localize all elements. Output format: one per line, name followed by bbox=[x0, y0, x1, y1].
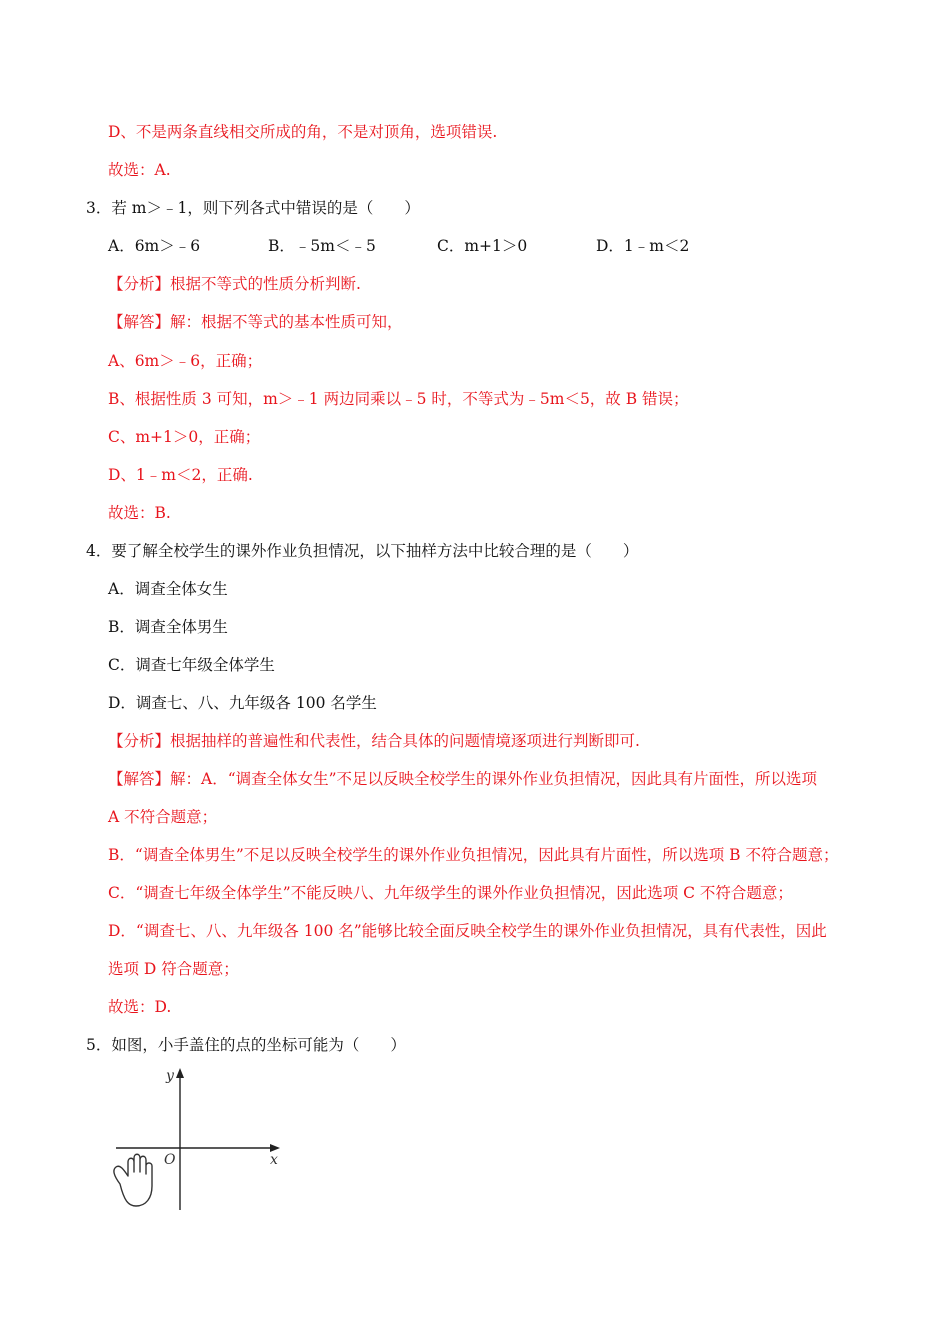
q4-answer-1b: A 不符合题意； bbox=[108, 808, 218, 826]
x-axis-arrow bbox=[270, 1144, 280, 1152]
q3-answer-d: D、1﹣m＜2，正确. bbox=[108, 466, 253, 484]
q3-answer-a: A、6m＞﹣6，正确； bbox=[108, 352, 263, 370]
q3-option-b: B．﹣5m＜﹣5 bbox=[268, 237, 376, 255]
q3-answer: 【解答】解：根据不等式的基本性质可知， bbox=[108, 313, 403, 331]
q4-option-c: C．调查七年级全体学生 bbox=[108, 656, 275, 674]
q3-analysis: 【分析】根据不等式的性质分析判断. bbox=[108, 275, 361, 293]
x-axis-label: x bbox=[270, 1152, 278, 1168]
line-q2-choose: 故选：A. bbox=[108, 161, 171, 179]
q3-option-a: A．6m＞﹣6 bbox=[108, 237, 201, 255]
q4-choose: 故选：D. bbox=[108, 998, 172, 1016]
q4-answer-4: D．“调查七、八、九年级各 100 名”能够比较全面反映全校学生的课外作业负担情况，具有代表性，因此 bbox=[108, 922, 827, 940]
q3-option-c: C．m+1＞0 bbox=[437, 237, 528, 255]
question-3: 3．若 m＞﹣1，则下列各式中错误的是（ ） bbox=[86, 199, 420, 217]
q3-answer-b: B、根据性质 3 可知，m＞﹣1 两边同乘以﹣5 时，不等式为﹣5m＜5，故 B 错误； bbox=[108, 390, 689, 408]
q4-answer-2: B．“调查全体男生”不足以反映全校学生的课外作业负担情况，因此具有片面性，所以选项 B 不符合题意； bbox=[108, 846, 839, 864]
origin-label: O bbox=[164, 1152, 176, 1168]
hand-icon bbox=[114, 1154, 152, 1206]
y-axis-label: y bbox=[166, 1068, 174, 1084]
q3-choose: 故选：B. bbox=[108, 504, 171, 522]
q3-option-d: D．1﹣m＜2 bbox=[596, 237, 690, 255]
q4-answer-1: 【解答】解：A．“调查全体女生”不足以反映全校学生的课外作业负担情况，因此具有片面性，所以选项 bbox=[108, 770, 818, 788]
question-5: 5．如图，小手盖住的点的坐标可能为（ ） bbox=[86, 1036, 406, 1054]
y-axis-arrow bbox=[176, 1068, 184, 1078]
coordinate-svg bbox=[108, 1064, 288, 1214]
q4-answer-3: C．“调查七年级全体学生”不能反映八、九年级学生的课外作业负担情况，因此选项 C 不符合题意； bbox=[108, 884, 793, 902]
q4-analysis: 【分析】根据抽样的普遍性和代表性，结合具体的问题情境逐项进行判断即可. bbox=[108, 732, 640, 750]
q4-option-a: A．调查全体女生 bbox=[108, 580, 228, 598]
q3-answer-c: C、m+1＞0，正确； bbox=[108, 428, 261, 446]
coordinate-figure bbox=[108, 1064, 288, 1214]
q4-option-b: B．调查全体男生 bbox=[108, 618, 228, 636]
q4-answer-4b: 选项 D 符合题意； bbox=[108, 960, 239, 978]
q4-option-d: D．调查七、八、九年级各 100 名学生 bbox=[108, 694, 377, 712]
question-4: 4．要了解全校学生的课外作业负担情况，以下抽样方法中比较合理的是（ ） bbox=[86, 542, 639, 560]
line-q2-d: D、不是两条直线相交所成的角，不是对顶角，选项错误. bbox=[108, 123, 498, 141]
